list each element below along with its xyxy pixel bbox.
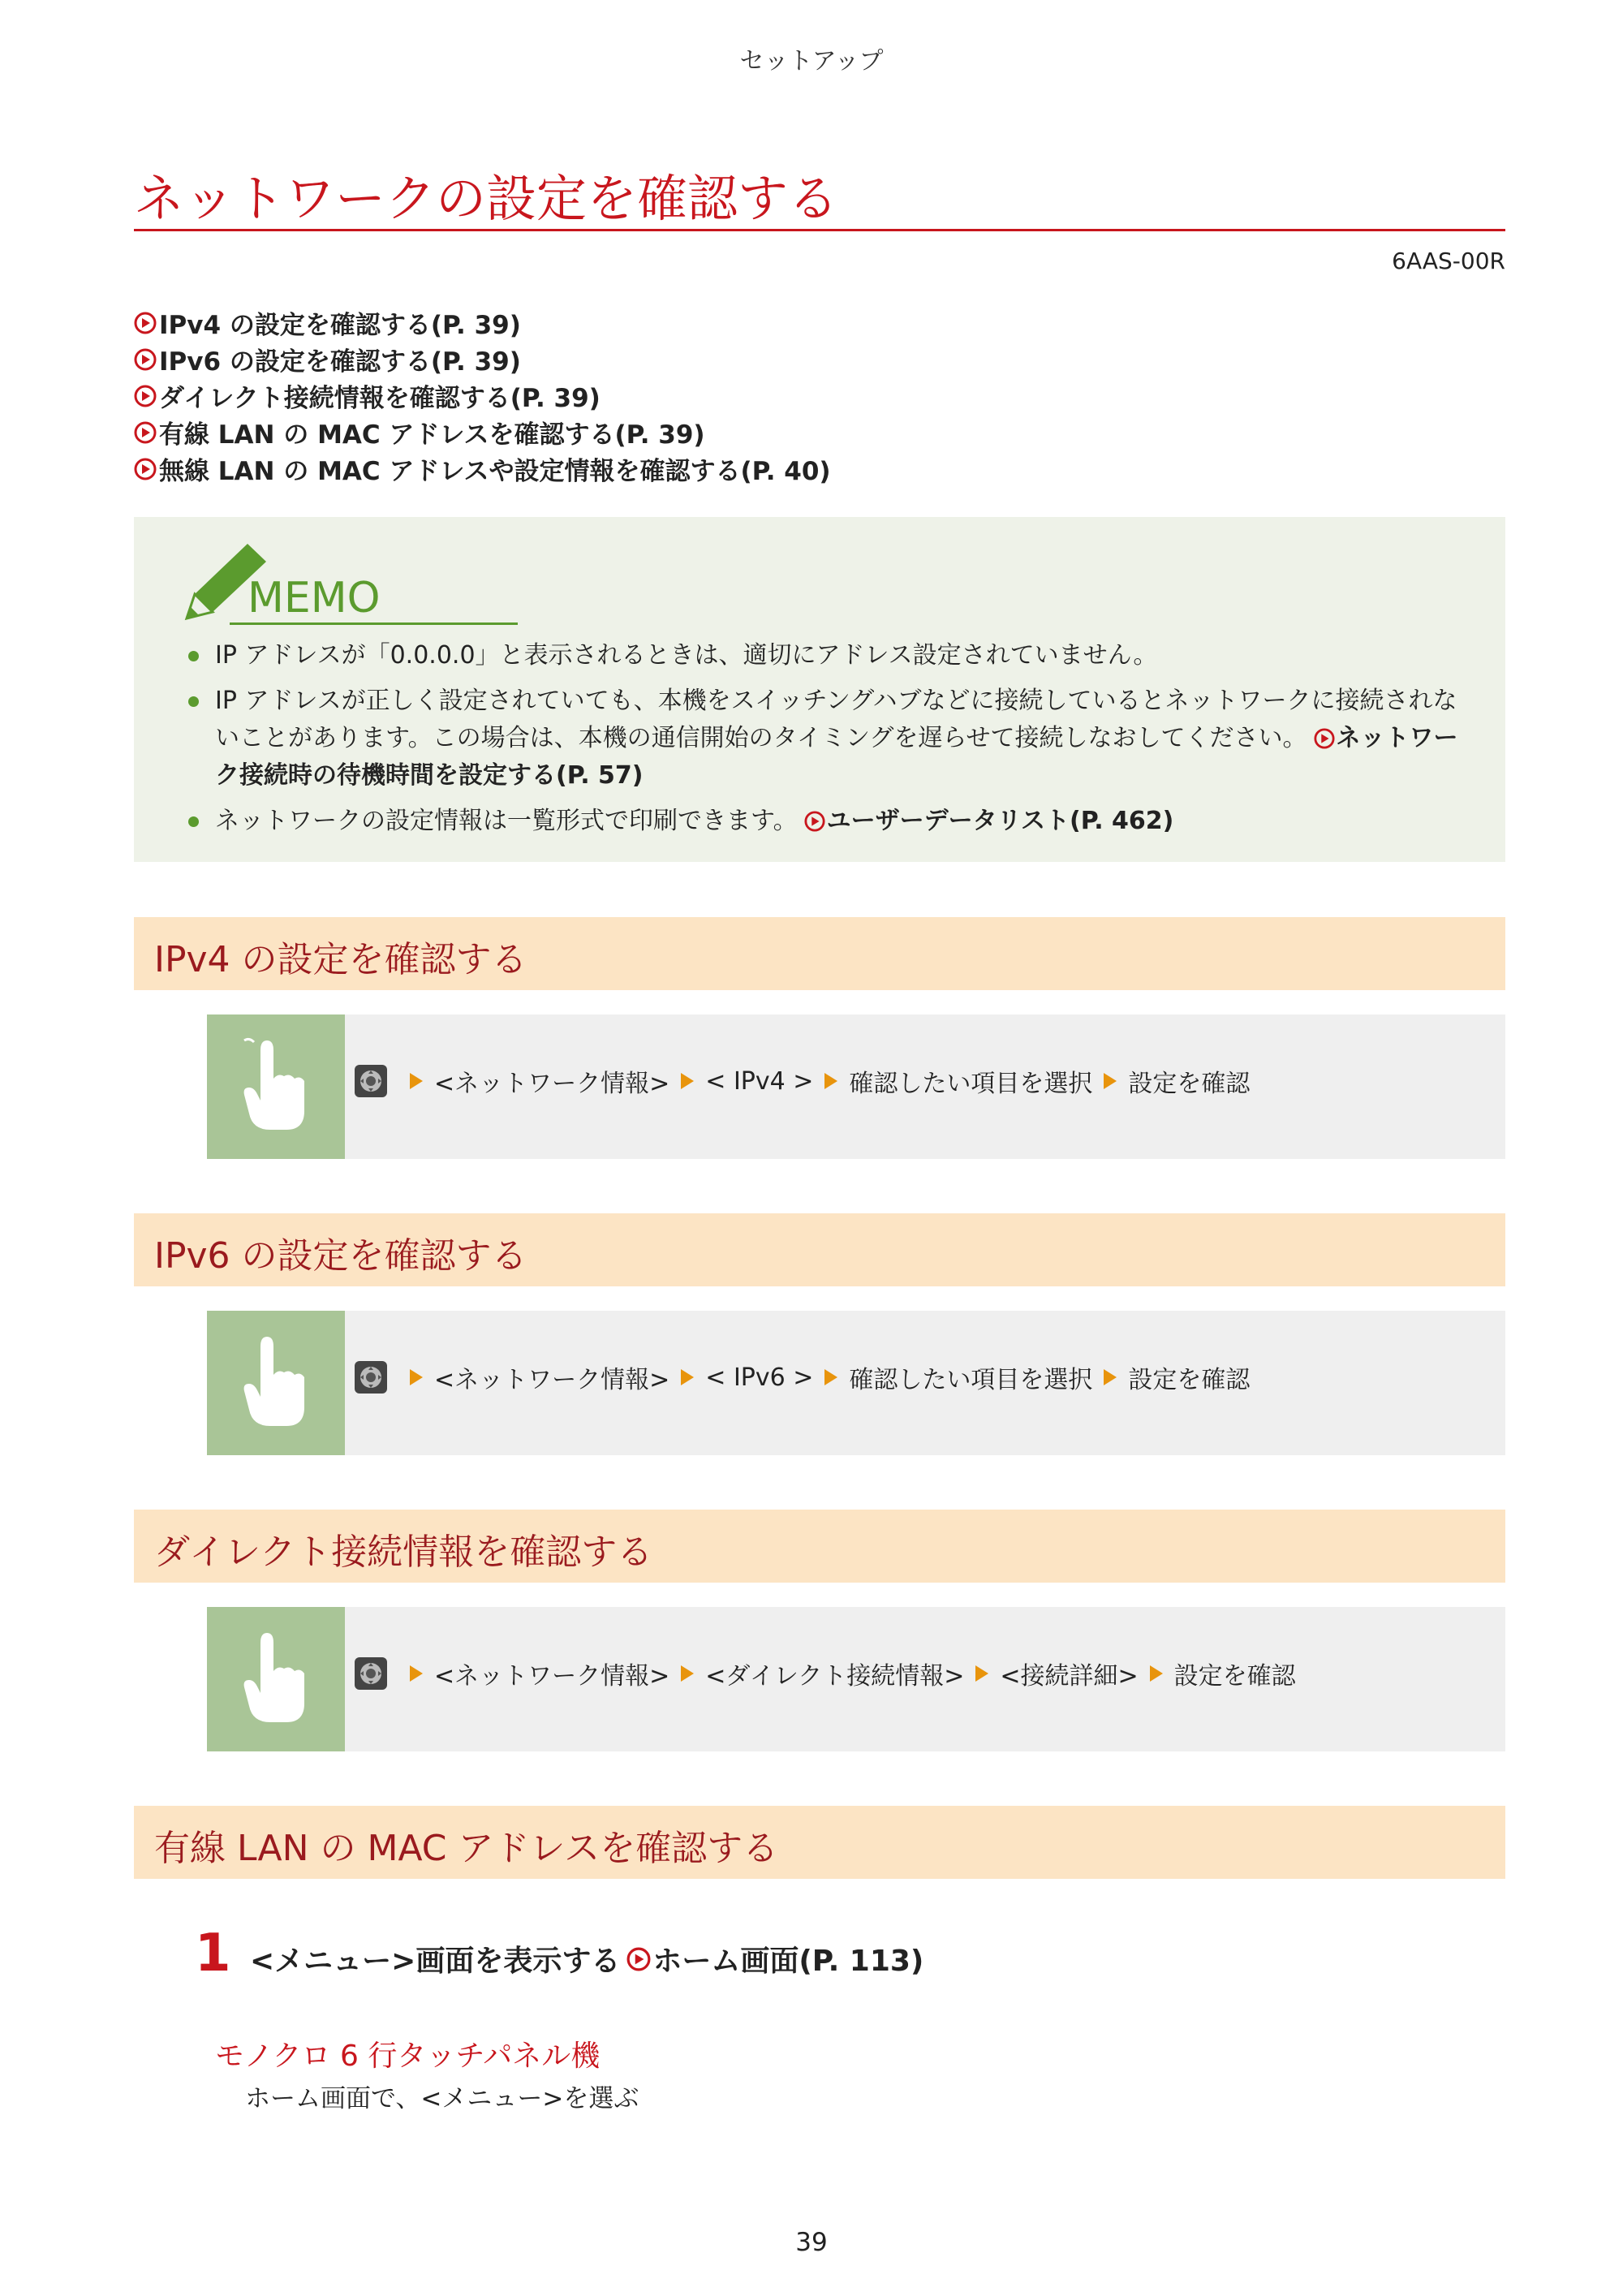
toc-link-label: ダイレクト接続情報を確認する(P. 39) — [159, 384, 601, 413]
link-arrow-icon — [134, 421, 157, 444]
step-arrow-icon — [681, 1369, 694, 1385]
step-instruction: <メニュー>画面を表示する ホーム画面(P. 113) — [250, 1938, 923, 1979]
memo-item: IP アドレスが正しく設定されていても、本機をスイッチングハブなどに接続しているとネットワークに接続されな いことがあります。この場合は、本機の通信開始のタイミングを遅らせて接続しなおしてください。 ネットワー ク接続時の待機時間を設定する(P. 57) — [183, 683, 1481, 795]
touch-icon-panel — [207, 1014, 345, 1159]
toc-link-ipv4[interactable] — [134, 304, 831, 341]
memo-item-line: いことがあります。この場合は、本機の通信開始のタイミングを遅らせて接続しなおしてください。 ネットワー — [215, 724, 1458, 752]
memo-list — [183, 637, 1481, 848]
step-arrow-icon — [681, 1073, 694, 1089]
step-item: < IPv4 > — [705, 1066, 814, 1096]
step-row — [353, 1063, 1250, 1099]
page-number: 39 — [795, 2228, 828, 2257]
step-item: <ダイレクト接続情報> — [705, 1662, 965, 1691]
section-direct-header — [134, 1510, 1505, 1583]
section-wired-mac-header — [134, 1806, 1505, 1879]
hand-tap-icon — [238, 1330, 315, 1432]
document-code: 6AAS-00R — [1392, 248, 1505, 274]
toc-link-label: 有線 LAN の MAC アドレスを確認する(P. 39) — [159, 420, 705, 450]
step-arrow-icon — [824, 1369, 837, 1385]
memo-item: IP アドレスが「0.0.0.0」と表示されるときは、適切にアドレス設定されていません。 — [183, 637, 1481, 674]
step-row — [353, 1656, 1296, 1691]
step-row — [353, 1359, 1250, 1395]
step-item: <ネットワーク情報> — [434, 1662, 670, 1691]
title-divider — [134, 229, 1505, 231]
section-title: 有線 LAN の MAC アドレスを確認する — [154, 1828, 779, 1869]
page-title: ネットワークの設定を確認する — [134, 169, 839, 228]
bullet — [188, 696, 199, 707]
step-item: < IPv6 > — [705, 1363, 814, 1392]
step-arrow-icon — [410, 1073, 423, 1089]
step-item: <接続詳細> — [1000, 1662, 1139, 1691]
toc-link-label: IPv4 の設定を確認する(P. 39) — [159, 311, 521, 340]
step-item: <ネットワーク情報> — [434, 1070, 670, 1098]
toc-link-wired-mac[interactable] — [134, 414, 831, 450]
model-subheading: モノクロ 6 行タッチパネル機 — [215, 2040, 601, 2073]
step-number: 1 — [195, 1923, 231, 1984]
running-header: セットアップ — [739, 47, 884, 75]
step-arrow-icon — [1104, 1073, 1117, 1089]
operation-steps-direct — [207, 1607, 1505, 1751]
step-item: 設定を確認 — [1173, 1662, 1296, 1691]
memo-underline — [230, 622, 518, 625]
link-user-data-list[interactable]: ユーザーデータリスト(P. 462) — [826, 807, 1174, 835]
touch-icon-panel — [207, 1607, 345, 1751]
step-arrow-icon — [824, 1073, 837, 1089]
link-arrow-icon — [134, 312, 157, 334]
step-arrow-icon — [1104, 1369, 1117, 1385]
section-ipv4-header — [134, 917, 1505, 990]
link-arrow-icon — [1314, 728, 1335, 749]
link-arrow-icon — [134, 458, 157, 480]
link-network-wait-time-cont[interactable]: ク接続時の待機時間を設定する(P. 57) — [215, 761, 644, 790]
link-home-screen[interactable]: ホーム画面(P. 113) — [652, 1945, 924, 1978]
link-arrow-icon — [134, 385, 157, 407]
directional-key-icon — [353, 1359, 389, 1395]
model-instruction: ホーム画面で、<メニュー>を選ぶ — [245, 2084, 639, 2113]
link-network-wait-time[interactable]: ネットワー — [1336, 724, 1458, 752]
step-item: 確認したい項目を選択 — [849, 1366, 1093, 1394]
step-item: 設定を確認 — [1128, 1070, 1251, 1098]
touch-icon-panel — [207, 1311, 345, 1455]
memo-box — [134, 517, 1505, 862]
step-item: <ネットワーク情報> — [434, 1366, 670, 1394]
memo-label: MEMO — [248, 574, 381, 622]
link-arrow-icon — [134, 348, 157, 371]
bullet — [188, 816, 199, 827]
section-title: IPv4 の設定を確認する — [154, 939, 527, 980]
step-item: 設定を確認 — [1128, 1366, 1251, 1394]
section-title: ダイレクト接続情報を確認する — [154, 1531, 653, 1573]
operation-steps-ipv6 — [207, 1311, 1505, 1455]
step-arrow-icon — [975, 1665, 988, 1682]
memo-item: ネットワークの設定情報は一覧形式で印刷できます。 ユーザーデータリスト(P. 462) — [183, 803, 1481, 840]
toc-link-label: IPv6 の設定を確認する(P. 39) — [159, 347, 521, 377]
directional-key-icon — [353, 1656, 389, 1691]
directional-key-icon — [353, 1063, 389, 1099]
toc-links — [134, 304, 831, 487]
link-arrow-icon — [804, 811, 825, 832]
step-arrow-icon — [1150, 1665, 1163, 1682]
bullet — [188, 651, 199, 661]
step-arrow-icon — [681, 1665, 694, 1682]
toc-link-ipv6[interactable] — [134, 341, 831, 377]
step-arrow-icon — [410, 1369, 423, 1385]
section-ipv6-header — [134, 1213, 1505, 1286]
toc-link-label: 無線 LAN の MAC アドレスや設定情報を確認する(P. 40) — [159, 457, 831, 486]
step-item: 確認したい項目を選択 — [849, 1070, 1093, 1098]
hand-tap-icon — [238, 1034, 315, 1135]
toc-link-direct[interactable] — [134, 377, 831, 414]
step-arrow-icon — [410, 1665, 423, 1682]
operation-steps-ipv4 — [207, 1014, 1505, 1159]
section-title: IPv6 の設定を確認する — [154, 1235, 527, 1277]
link-arrow-icon — [626, 1947, 651, 1971]
toc-link-wireless-mac[interactable] — [134, 450, 831, 487]
hand-tap-icon — [238, 1626, 315, 1728]
